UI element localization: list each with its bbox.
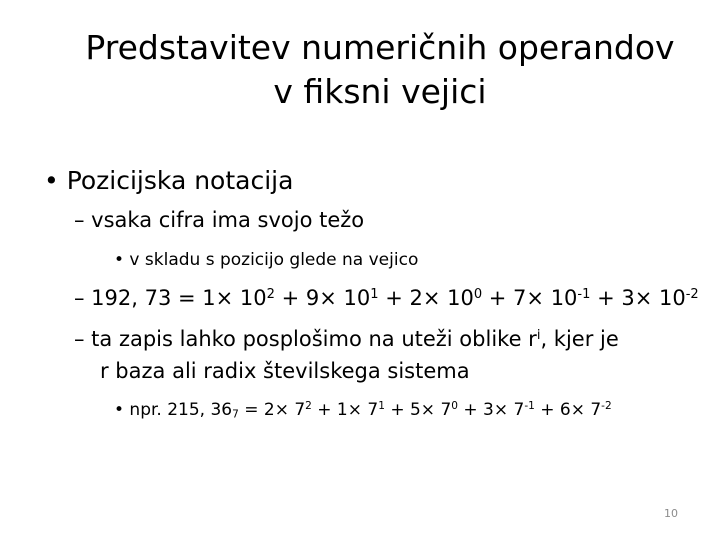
exponent: -1 [577,286,591,302]
title-line-1: Predstavitev numeričnih operandov [85,28,675,67]
exponent: -2 [685,286,699,302]
example-text: = 2× 7 [238,400,306,420]
example-text: • npr. 215, 36 [114,400,233,420]
exponent: 2 [305,400,312,413]
title-line-2: v fiksni vejici [273,72,487,111]
expansion-text: + 9× 10 [274,286,371,310]
generalization-text: , kjer je [540,327,619,351]
expansion-text: + 2× 10 [378,286,474,310]
generalization-text: – ta zapis lahko posplošimo na uteži oblike r [74,327,537,351]
exponent: 1 [378,400,385,413]
slide-title [40,26,720,114]
bullet-decimal-expansion-example [74,285,699,311]
exponent: -2 [601,400,612,413]
exponent: 2 [266,286,275,302]
bullet-positional-notation: • Pozicijska notacija [44,166,294,195]
bullet-generalization [74,326,619,352]
exponent: 0 [473,286,483,302]
page-number: 10 [664,507,678,520]
example-text: + 1× 7 [311,400,379,420]
example-text: + 6× 7 [534,400,602,420]
bullet-position-relative-to-point: • v skladu s pozicijo glede na vejico [114,250,419,270]
exponent: 1 [370,286,379,302]
example-text: + 3× 7 [457,400,525,420]
bullet-base7-example [114,399,612,421]
exponent: i [536,327,541,343]
exponent: -1 [524,400,535,413]
exponent: 0 [451,400,458,413]
expansion-text: – 192, 73 = 1× 10 [74,286,267,310]
example-text: + 5× 7 [384,400,452,420]
bullet-generalization-continuation: r baza ali radix številskega sistema [100,359,470,383]
bullet-digit-weight: – vsaka cifra ima svojo težo [74,208,365,232]
expansion-text: + 3× 10 [590,286,686,310]
expansion-text: + 7× 10 [482,286,578,310]
base-subscript: 7 [232,408,239,421]
